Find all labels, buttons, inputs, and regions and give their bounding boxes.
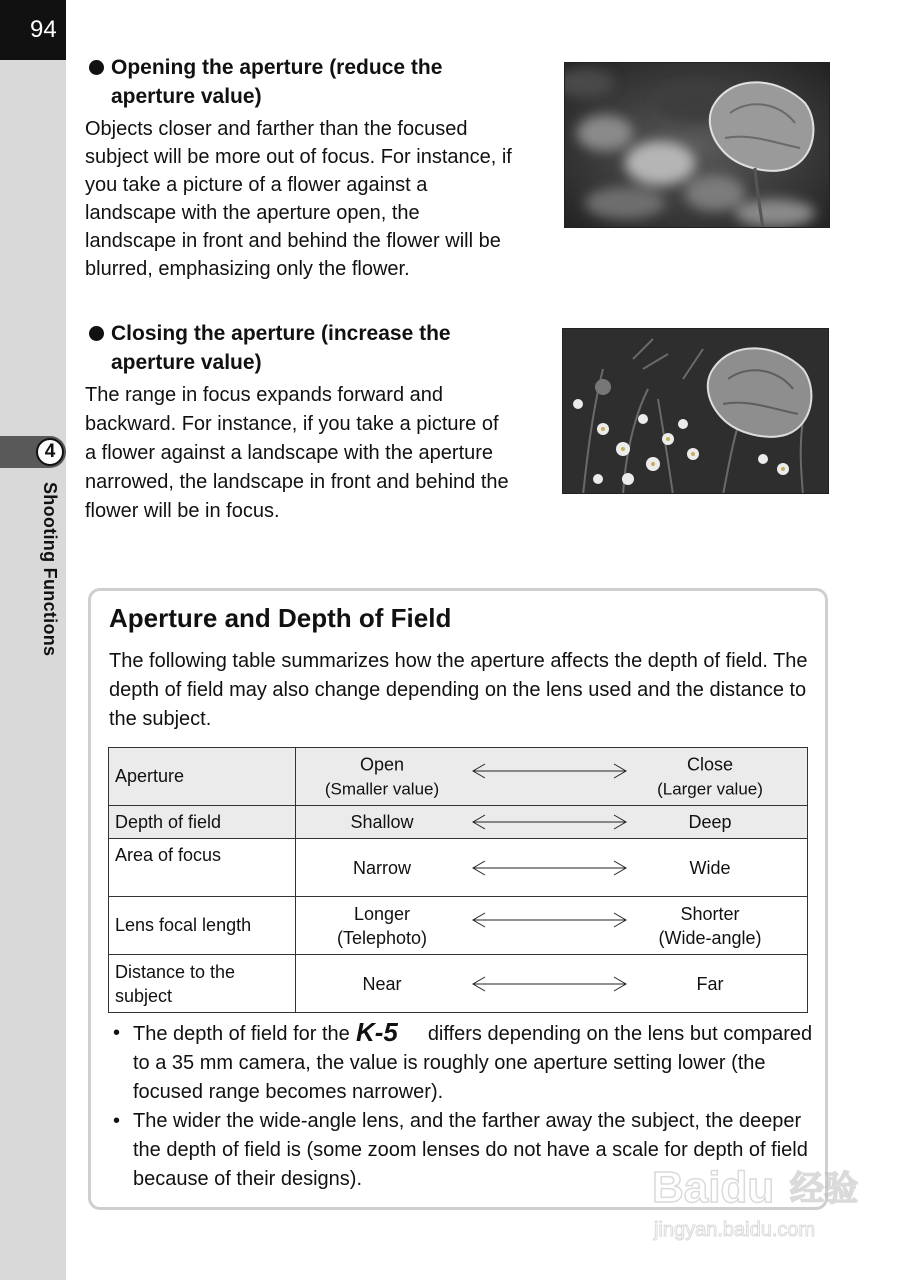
row-label: Aperture — [109, 748, 296, 806]
svg-text:经验: 经验 — [790, 1169, 858, 1209]
right-value: Wide — [689, 857, 731, 878]
section-close-aperture — [85, 319, 515, 526]
bullet-dot-icon — [89, 60, 104, 75]
row-label: Distance to the subject — [109, 955, 296, 1013]
left-value: Near — [362, 973, 402, 994]
section-open-aperture — [85, 53, 515, 283]
left-subvalue: (Smaller value) — [324, 779, 440, 798]
right-value: Deep — [688, 812, 732, 832]
chapter-tab — [0, 436, 66, 468]
double-arrow-icon — [471, 976, 628, 992]
left-value: Narrow — [352, 857, 411, 878]
right-value: Close — [686, 754, 734, 774]
table-row — [109, 748, 808, 806]
aperture-dof-box — [88, 588, 828, 1210]
table-row — [109, 897, 808, 955]
page-number: 94 — [0, 0, 66, 60]
left-value: Open — [359, 754, 405, 774]
chapter-title: Shooting Functions — [40, 482, 60, 657]
k5-logo-icon — [356, 1019, 422, 1045]
section-body: Objects closer and farther than the focused subject will be more out of focus. For instance, if you take a picture of a flower against a landscape with the aperture open, the landscape in front and behind the flower will be blurred, emphasizing only the flower. — [85, 118, 512, 280]
svg-text:jingyan.baidu.com: jingyan.baidu.com — [654, 1219, 816, 1241]
section-body: The range in focus expands forward and backward. For instance, if you take a picture of a flower against a landscape with the aperture narrowed, the landscape in front and behind the flower will be in focus. — [85, 384, 509, 522]
double-arrow-icon — [471, 912, 628, 928]
table-row — [109, 955, 808, 1013]
list-item: • The depth of field for the K-5 differs depending on the lens but compared to a 35 mm camera, the value is roughly one aperture setting lower (the focused range becomes narrower). — [113, 1019, 813, 1103]
right-subvalue: (Wide-angle) — [658, 927, 762, 948]
box-title: Aperture and Depth of Field — [109, 603, 452, 633]
bullet-dot-icon — [89, 326, 104, 341]
double-arrow-icon — [471, 860, 628, 876]
right-value: Far — [696, 973, 724, 994]
table-row — [109, 806, 808, 839]
row-label: Depth of field — [109, 806, 296, 839]
table-row — [109, 839, 808, 897]
svg-text:K-5: K-5 — [355, 1019, 398, 1045]
left-subvalue: (Telephoto) — [336, 927, 428, 948]
row-label: Lens focal length — [109, 897, 296, 955]
dof-table — [108, 747, 808, 1013]
double-arrow-icon — [471, 763, 628, 779]
left-value: Longer — [353, 903, 411, 924]
right-subvalue: (Larger value) — [657, 779, 763, 798]
list-item: • The wider the wide-angle lens, and the farther away the subject, the deeper the depth of field is (some zoom lenses do not have a scale for depth of field because of their designs). — [113, 1110, 808, 1190]
svg-text:Baidu: Baidu — [652, 1163, 775, 1212]
box-intro: The following table summarizes how the aperture affects the depth of field. The depth of field may also change depending on the lens used and the distance to the subject. — [109, 650, 808, 730]
photo-shallow-dof — [564, 62, 830, 228]
section-heading: Closing the aperture (increase the aperture value) — [111, 322, 451, 374]
chapter-number: 4 — [36, 438, 64, 466]
double-arrow-icon — [471, 814, 628, 830]
section-heading: Opening the aperture (reduce the aperture value) — [111, 56, 443, 108]
baidu-watermark — [650, 1140, 870, 1250]
photo-deep-dof — [562, 328, 829, 494]
right-value: Shorter — [680, 903, 740, 924]
row-label: Area of focus — [109, 839, 296, 897]
left-value: Shallow — [350, 812, 414, 832]
